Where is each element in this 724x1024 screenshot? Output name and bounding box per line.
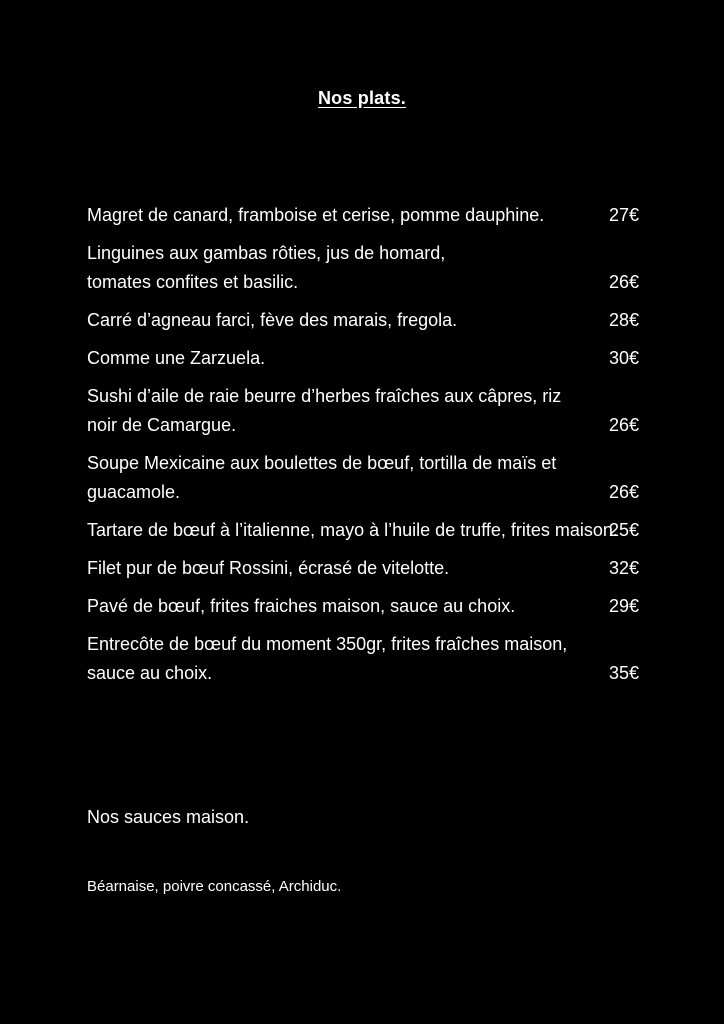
dish-name: Soupe Mexicaine aux boulettes de bœuf, tortilla de maïs et guacamole.: [87, 453, 557, 502]
dish-price: 25€: [608, 520, 639, 540]
page-title: Nos plats.: [317, 88, 407, 108]
sauces-list: Béarnaise, poivre concassé, Archiduc.: [87, 878, 342, 895]
dish-list: [87, 201, 639, 697]
dish-price: 32€: [608, 558, 639, 578]
dish-item: [87, 306, 639, 335]
dish-name: Pavé de bœuf, frites fraiches maison, sauce au choix.: [87, 596, 516, 616]
sauces-heading: Nos sauces maison.: [87, 807, 250, 827]
dish-price: 26€: [608, 415, 639, 435]
dish-item: [87, 382, 639, 440]
dish-item: [87, 449, 639, 507]
dish-item: [87, 630, 639, 688]
dish-name: Carré d’agneau farci, fève des marais, fregola.: [87, 310, 458, 330]
dish-item: [87, 239, 639, 297]
dish-name: Filet pur de bœuf Rossini, écrasé de vitelotte.: [87, 558, 450, 578]
dish-price: 29€: [608, 596, 639, 616]
dish-name: Sushi d’aile de raie beurre d’herbes fraîches aux câpres, riz noir de Camargue.: [87, 386, 562, 435]
dish-name: Magret de canard, framboise et cerise, pomme dauphine.: [87, 205, 545, 225]
dish-price: 30€: [608, 348, 639, 368]
dish-item: [87, 201, 639, 230]
dish-name: Comme une Zarzuela.: [87, 348, 266, 368]
dish-price: 28€: [608, 310, 639, 330]
dish-item: [87, 592, 639, 621]
dish-item: [87, 554, 639, 583]
dish-name: Tartare de bœuf à l’italienne, mayo à l’huile de truffe, frites maison.: [87, 520, 618, 540]
dish-name: Linguines aux gambas rôties, jus de homard, tomates confites et basilic.: [87, 243, 446, 292]
dish-price: 35€: [608, 663, 639, 683]
dish-price: 26€: [608, 272, 639, 292]
dish-item: [87, 344, 639, 373]
dish-name: Entrecôte de bœuf du moment 350gr, frites fraîches maison, sauce au choix.: [87, 634, 568, 683]
dish-item: [87, 516, 639, 545]
dish-price: 26€: [608, 482, 639, 502]
dish-price: 27€: [608, 205, 639, 225]
